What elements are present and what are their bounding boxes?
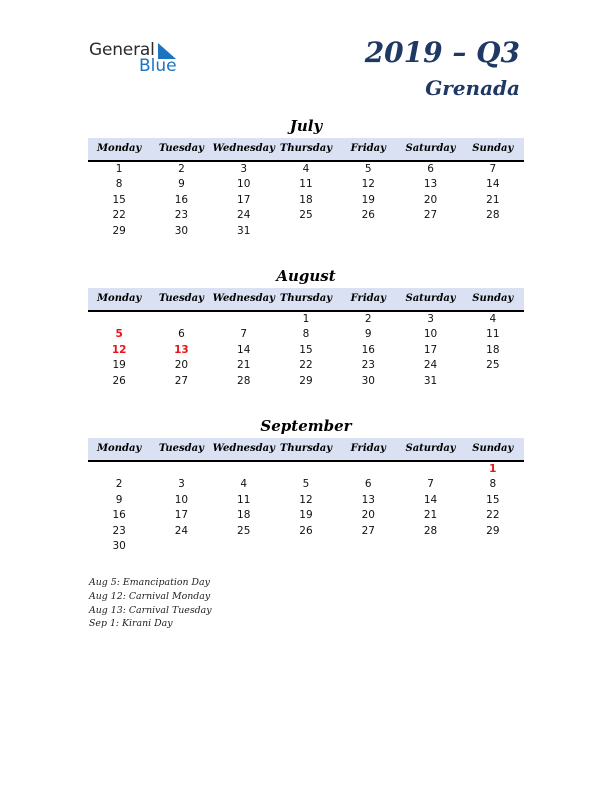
weekday-header-row	[88, 288, 524, 312]
empty-date-cell	[150, 462, 212, 477]
date-cell: 25	[486, 359, 500, 372]
date-cell: 18	[299, 193, 313, 206]
date-cell: 11	[237, 493, 251, 506]
weekday-label: Wednesday	[212, 293, 275, 304]
date-cell: 14	[423, 493, 438, 506]
week-row	[88, 208, 524, 223]
date-cell: 23	[361, 359, 375, 372]
month-grid	[88, 162, 524, 239]
empty-date-cell	[462, 224, 524, 239]
month-title: August	[276, 267, 336, 285]
date-cell: 1	[302, 313, 310, 325]
date-cell: 21	[486, 193, 500, 206]
month-grid	[88, 462, 524, 554]
date-cell: 21	[237, 359, 251, 372]
month-title: September	[260, 417, 352, 435]
date-cell: 31	[237, 224, 251, 237]
empty-date-cell	[213, 462, 275, 477]
week-row	[88, 224, 524, 239]
holiday-note: Aug 13: Carnival Tuesday	[89, 604, 212, 616]
holiday-note: Aug 5: Emancipation Day	[89, 577, 210, 588]
holiday-date-cell: 12	[111, 343, 127, 356]
date-cell: 7	[427, 478, 434, 491]
date-cell: 12	[361, 178, 375, 191]
date-cell: 18	[237, 509, 251, 522]
page-title: 2019 – Q3	[364, 36, 520, 69]
date-cell: 25	[237, 524, 251, 537]
empty-date-cell	[399, 462, 461, 477]
empty-date-cell	[399, 224, 461, 239]
date-cell: 3	[427, 313, 434, 325]
week-row	[88, 374, 524, 389]
weekday-label: Wednesday	[212, 143, 275, 154]
weekday-label: Tuesday	[158, 143, 204, 154]
weekday-header-row	[88, 438, 524, 462]
date-cell: 29	[486, 524, 500, 537]
logo-text-blue: Blue	[139, 56, 177, 76]
week-row	[88, 462, 524, 477]
weekday-label: Saturday	[405, 443, 456, 454]
date-cell: 9	[115, 493, 123, 506]
date-cell: 7	[240, 328, 248, 341]
empty-date-cell	[213, 312, 275, 327]
date-cell: 4	[302, 163, 310, 175]
date-cell: 21	[423, 509, 438, 522]
date-cell: 8	[115, 178, 123, 191]
date-cell: 4	[489, 313, 497, 325]
weekday-label: Sunday	[472, 293, 514, 304]
date-cell: 13	[361, 493, 375, 506]
generalblue-logo	[89, 40, 189, 76]
weekday-label: Monday	[96, 293, 142, 304]
country-name: Grenada	[425, 76, 520, 100]
week-row	[88, 508, 524, 523]
date-cell: 7	[489, 163, 497, 175]
date-cell: 25	[299, 209, 313, 222]
date-cell: 3	[240, 163, 248, 175]
date-cell: 19	[361, 193, 375, 206]
date-cell: 17	[174, 509, 189, 522]
date-cell: 17	[237, 193, 251, 206]
date-cell: 30	[361, 374, 375, 387]
date-cell: 4	[240, 478, 248, 491]
date-cell: 11	[299, 178, 313, 191]
empty-date-cell	[275, 224, 337, 239]
date-cell: 23	[174, 209, 189, 222]
date-cell: 11	[486, 328, 500, 341]
date-cell: 10	[237, 178, 251, 191]
week-row	[88, 312, 524, 327]
date-cell: 27	[174, 374, 189, 387]
weekday-label: Monday	[96, 443, 142, 454]
weekday-label: Tuesday	[158, 293, 204, 304]
date-cell: 23	[112, 524, 126, 537]
date-cell: 27	[423, 209, 438, 222]
holiday-note: Aug 12: Carnival Monday	[89, 590, 211, 602]
date-cell: 9	[178, 178, 185, 191]
date-cell: 15	[299, 343, 313, 356]
date-cell: 24	[423, 359, 438, 372]
date-cell: 8	[302, 328, 310, 341]
empty-date-cell	[337, 462, 399, 477]
holiday-note: Sep 1: Kirani Day	[89, 618, 173, 630]
date-cell: 16	[174, 193, 189, 206]
date-cell: 14	[237, 343, 251, 356]
date-cell: 28	[486, 209, 500, 222]
holiday-date-cell: 1	[489, 463, 497, 475]
date-cell: 8	[489, 478, 497, 491]
week-row	[88, 539, 524, 554]
week-row	[88, 193, 524, 208]
date-cell: 27	[361, 524, 375, 537]
date-cell: 10	[174, 493, 189, 506]
weekday-label: Friday	[350, 293, 386, 304]
date-cell: 15	[486, 493, 500, 506]
weekday-label: Tuesday	[158, 443, 204, 454]
date-cell: 26	[361, 209, 375, 222]
weekday-header-row	[88, 138, 524, 162]
date-cell: 12	[299, 493, 313, 506]
week-row	[88, 493, 524, 508]
empty-date-cell	[337, 539, 399, 554]
week-row	[88, 327, 524, 342]
date-cell: 22	[299, 359, 313, 372]
holiday-date-cell: 5	[115, 328, 123, 341]
week-row	[88, 477, 524, 492]
weekday-label: Friday	[350, 143, 386, 154]
weekday-label: Thursday	[279, 293, 333, 304]
date-cell: 30	[174, 224, 189, 237]
weekday-label: Friday	[350, 443, 386, 454]
week-row	[88, 358, 524, 373]
date-cell: 29	[299, 374, 313, 387]
date-cell: 13	[423, 178, 438, 191]
week-row	[88, 524, 524, 539]
date-cell: 6	[427, 163, 434, 175]
date-cell: 26	[112, 374, 126, 387]
holiday-date-cell: 13	[174, 343, 189, 356]
date-cell: 20	[174, 359, 189, 372]
date-cell: 16	[112, 509, 126, 522]
date-cell: 10	[423, 328, 438, 341]
week-row	[88, 162, 524, 177]
date-cell: 28	[423, 524, 438, 537]
empty-date-cell	[275, 462, 337, 477]
date-cell: 2	[115, 478, 123, 491]
date-cell: 6	[178, 328, 185, 341]
logo-text-general: General	[89, 40, 155, 60]
empty-date-cell	[337, 224, 399, 239]
date-cell: 5	[302, 478, 310, 491]
date-cell: 20	[423, 193, 438, 206]
week-row	[88, 177, 524, 192]
empty-date-cell	[462, 374, 524, 389]
weekday-label: Sunday	[472, 443, 514, 454]
date-cell: 22	[486, 509, 500, 522]
date-cell: 19	[299, 509, 313, 522]
date-cell: 9	[364, 328, 372, 341]
date-cell: 6	[364, 478, 372, 491]
date-cell: 17	[423, 343, 438, 356]
weekday-label: Wednesday	[212, 443, 275, 454]
weekday-label: Thursday	[279, 443, 333, 454]
empty-date-cell	[462, 539, 524, 554]
date-cell: 20	[361, 509, 375, 522]
month-title: July	[289, 117, 323, 135]
empty-date-cell	[399, 539, 461, 554]
date-cell: 19	[112, 359, 126, 372]
empty-date-cell	[150, 312, 212, 327]
date-cell: 18	[486, 343, 500, 356]
date-cell: 2	[364, 313, 372, 325]
date-cell: 28	[237, 374, 251, 387]
date-cell: 15	[112, 193, 126, 206]
empty-date-cell	[150, 539, 212, 554]
date-cell: 30	[112, 539, 126, 552]
date-cell: 24	[237, 209, 251, 222]
date-cell: 3	[178, 478, 185, 491]
date-cell: 29	[112, 224, 126, 237]
date-cell: 22	[112, 209, 126, 222]
date-cell: 14	[486, 178, 500, 191]
holiday-notes	[89, 576, 212, 631]
week-row	[88, 343, 524, 358]
empty-date-cell	[275, 539, 337, 554]
weekday-label: Sunday	[472, 143, 514, 154]
weekday-label: Saturday	[405, 143, 456, 154]
date-cell: 5	[364, 163, 372, 175]
date-cell: 16	[361, 343, 375, 356]
date-cell: 24	[174, 524, 189, 537]
weekday-label: Saturday	[405, 293, 456, 304]
date-cell: 31	[423, 374, 438, 387]
weekday-label: Monday	[96, 143, 142, 154]
date-cell: 2	[178, 163, 185, 175]
empty-date-cell	[88, 312, 150, 327]
empty-date-cell	[213, 539, 275, 554]
empty-date-cell	[88, 462, 150, 477]
date-cell: 26	[299, 524, 313, 537]
month-grid	[88, 312, 524, 389]
weekday-label: Thursday	[279, 143, 333, 154]
date-cell: 1	[115, 163, 123, 175]
